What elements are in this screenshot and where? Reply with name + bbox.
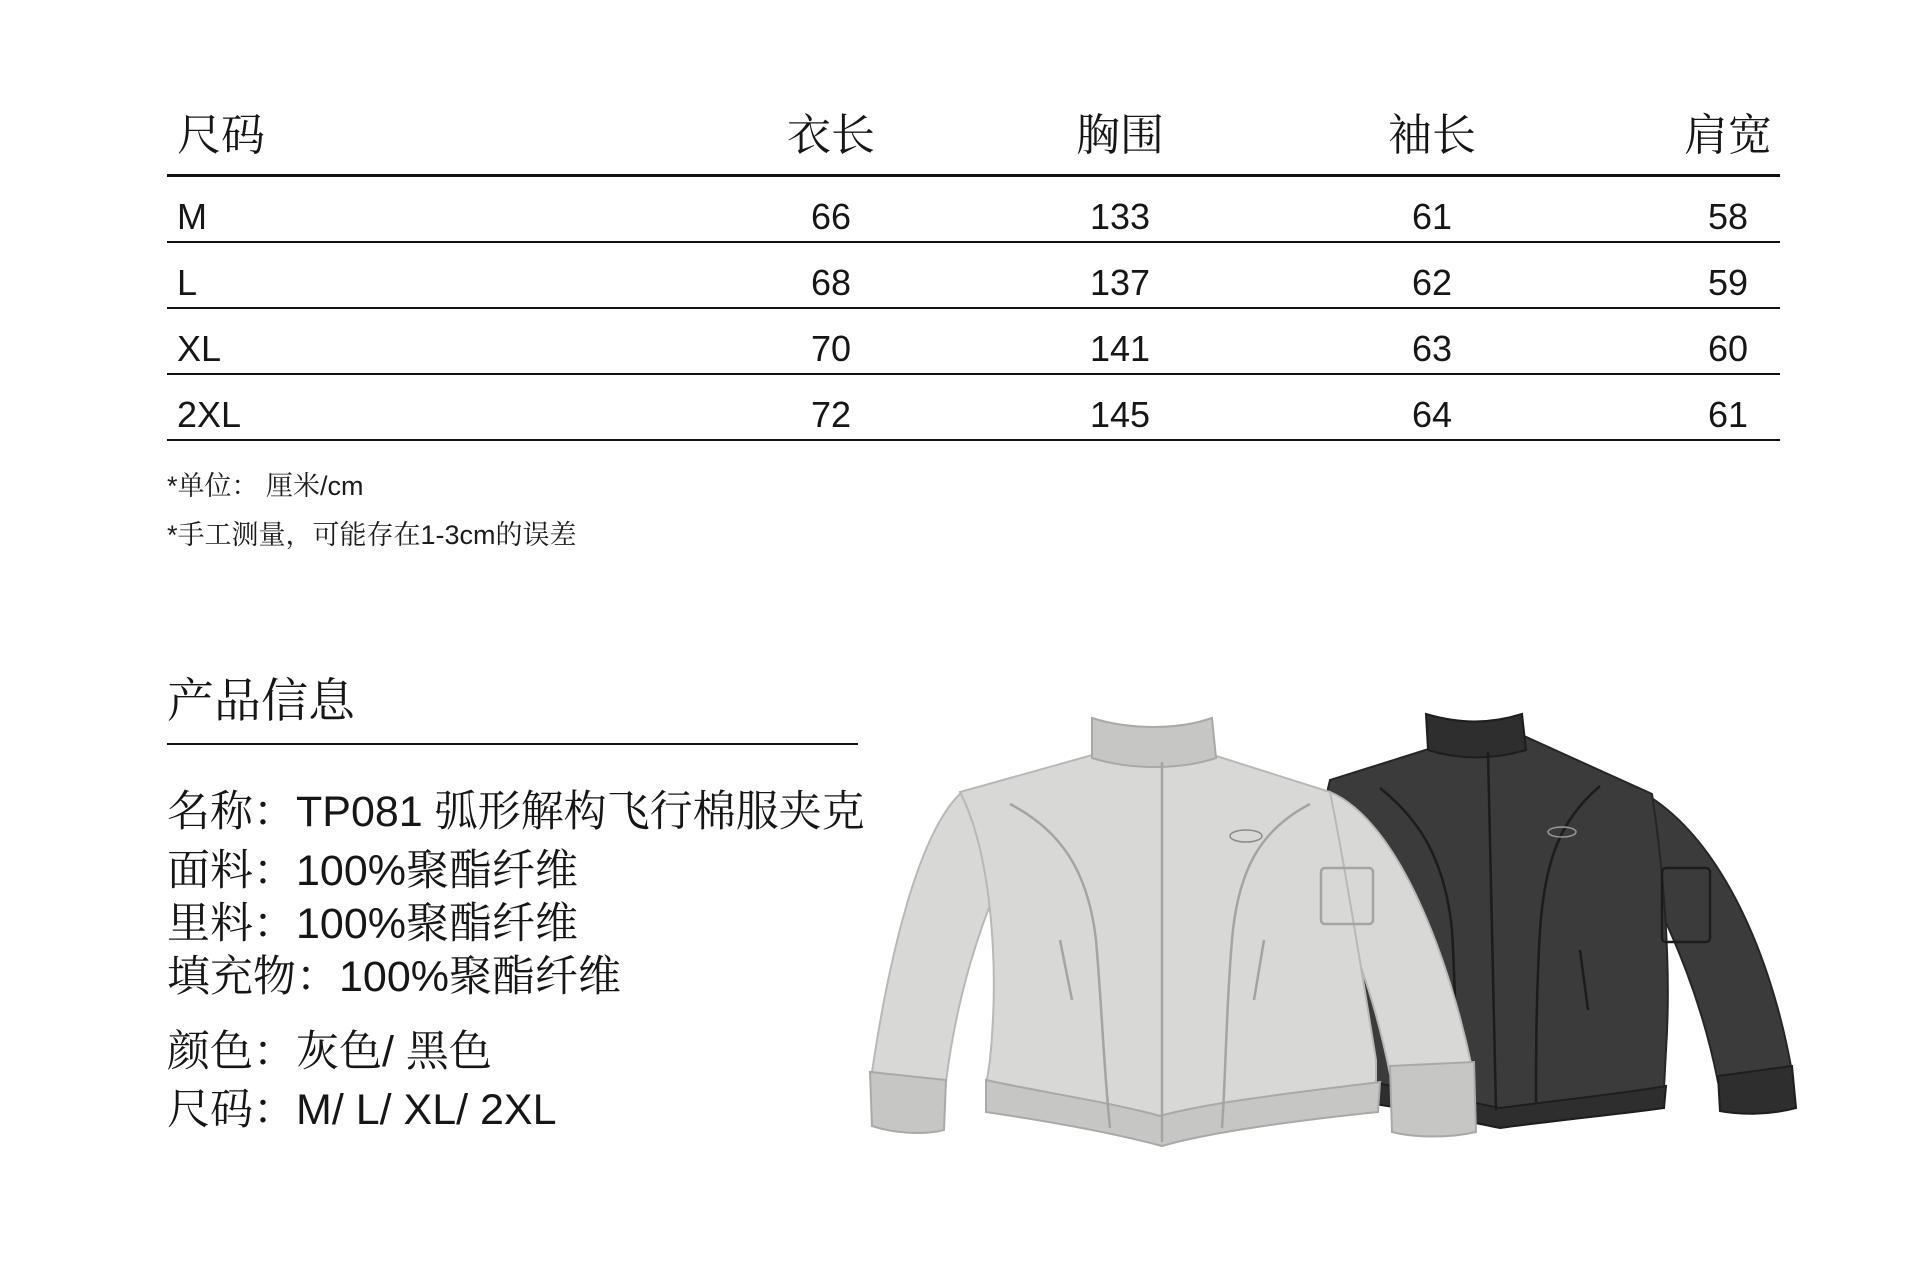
sleeve-cell: 64 [1411,394,1453,435]
table-row [167,177,1780,243]
measurement-error-note: *手工测量，可能存在1-3cm的误差 [167,520,577,550]
info-label: 名称： [167,788,296,836]
info-value: 100%聚酯纤维 [296,900,578,948]
shoulder-cell: 59 [1707,262,1749,303]
size-table-header-row [167,96,1780,177]
info-label: 面料： [167,847,296,895]
info-line-filling [167,950,621,1004]
product-photo [860,700,1800,1160]
size-chart-table [167,96,1780,441]
table-row [167,309,1780,375]
header-chest: 胸围 [1076,111,1164,160]
shoulder-cell: 61 [1707,394,1749,435]
length-cell: 72 [810,394,852,435]
shoulder-cell: 60 [1707,328,1749,369]
unit-note: *单位： 厘米/cm [167,471,364,501]
info-line-lining [167,897,578,951]
size-cell: L [177,262,198,303]
sleeve-cell: 62 [1411,262,1453,303]
gray-jacket-body [960,754,1376,1120]
gray-jacket-right-cuff [1390,1062,1476,1137]
length-cell: 66 [810,196,852,237]
info-line-name [167,785,865,839]
chest-cell: 141 [1089,328,1151,369]
table-row [167,243,1780,309]
header-shoulder: 肩宽 [1684,111,1772,160]
gray-jacket-collar [1092,718,1216,767]
info-value: M/ L/ XL/ 2XL [296,1086,557,1134]
length-cell: 70 [810,328,852,369]
info-line-fabric [167,844,578,898]
black-jacket-collar [1426,714,1526,758]
sleeve-cell: 63 [1411,328,1453,369]
info-value: 灰色/ 黑色 [296,1028,492,1076]
info-line-sizes [167,1083,557,1137]
product-info-divider [167,743,858,745]
chest-cell: 145 [1089,394,1151,435]
chest-cell: 133 [1089,196,1151,237]
info-label: 里料： [167,900,296,948]
info-label: 颜色： [167,1028,296,1076]
product-info-title: 产品信息 [167,674,355,727]
size-cell: 2XL [177,394,242,435]
info-value: 100%聚酯纤维 [296,847,578,895]
chest-cell: 137 [1089,262,1151,303]
header-sleeve: 袖长 [1388,111,1476,160]
length-cell: 68 [810,262,852,303]
shoulder-cell: 58 [1707,196,1749,237]
gray-jacket-left-cuff [870,1072,946,1133]
info-value: 100%聚酯纤维 [339,953,621,1001]
header-size: 尺码 [177,111,265,160]
info-label: 尺码： [167,1086,296,1134]
size-cell: XL [177,328,222,369]
info-value: TP081 弧形解构飞行棉服夹克 [296,788,865,836]
sleeve-cell: 61 [1411,196,1453,237]
info-line-color [167,1025,492,1079]
header-length: 衣长 [787,111,875,160]
table-row [167,375,1780,441]
size-cell: M [177,196,207,237]
info-label: 填充物： [167,953,339,1001]
